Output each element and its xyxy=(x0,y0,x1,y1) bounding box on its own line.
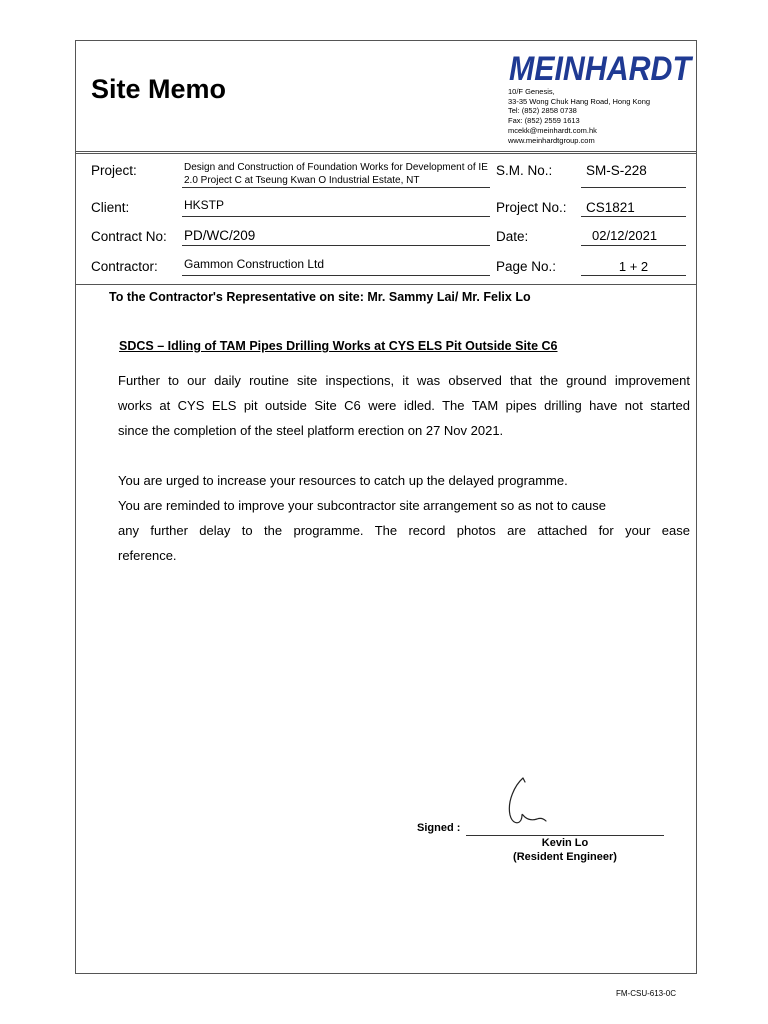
address-line: 10/F Genesis, xyxy=(508,87,555,96)
client-label: Client: xyxy=(91,200,130,215)
date-label: Date: xyxy=(496,229,529,244)
signature-line xyxy=(466,835,664,836)
date-underline xyxy=(581,245,686,246)
addressee-line: To the Contractor's Representative on site: Mr. Sammy Lai/ Mr. Felix Lo xyxy=(109,290,531,304)
project-value: Design and Construction of Foundation Works for Development of IE 2.0 Project C at Tseung Kwan O Industrial Estate, NT xyxy=(184,162,488,186)
client-underline xyxy=(182,216,490,217)
fax-line: Fax: (852) 2559 1613 xyxy=(508,116,580,126)
signer-name: Kevin Lo xyxy=(541,837,589,849)
paragraph-line: any further delay to the programme. The record photos are attached for your ease xyxy=(118,523,690,538)
company-address xyxy=(508,87,650,145)
paragraph-line: works at CYS ELS pit outside Site C6 were idled. The TAM pipes drilling have not started xyxy=(118,398,690,413)
signed-label: Signed : xyxy=(417,822,461,834)
logo-wordmark: MEINHARDT xyxy=(509,50,694,86)
paragraph-line: You are urged to increase your resources to catch up the delayed programme. xyxy=(118,473,568,488)
address-line: 33-35 Wong Chuk Hang Road, Hong Kong xyxy=(508,96,651,106)
phone-line: Tel: (852) 2858 0738 xyxy=(508,106,577,116)
page-title: Site Memo xyxy=(91,74,227,104)
paragraph-instructions xyxy=(118,468,690,568)
project-underline xyxy=(182,187,490,188)
form-code: FM-CSU-613-0C xyxy=(616,989,677,998)
company-logo xyxy=(508,46,694,91)
client-value: HKSTP xyxy=(184,198,225,212)
project-no-label: Project No.: xyxy=(496,200,567,215)
page-no-value: 1 + 2 xyxy=(618,259,649,274)
paragraph-line: You are reminded to improve your subcontractor site arrangement so as not to cause xyxy=(118,498,607,513)
project-info-block xyxy=(76,153,696,285)
email-link[interactable]: mcekk@meinhardt.com.hk xyxy=(508,125,597,135)
contractor-underline xyxy=(182,275,490,276)
website-link[interactable]: www.meinhardtgroup.com xyxy=(508,135,595,145)
page-no-underline xyxy=(581,275,686,276)
date-value: 02/12/2021 xyxy=(592,228,658,243)
paragraph-line: Further to our daily routine site inspections, it was observed that the ground improvement xyxy=(118,373,690,388)
handwritten-signature xyxy=(501,773,551,838)
paragraph-line: reference. xyxy=(118,548,177,563)
project-no-underline xyxy=(581,216,686,217)
contractor-value: Gammon Construction Ltd xyxy=(184,257,325,271)
project-no-value: CS1821 xyxy=(586,200,635,215)
paragraph-line: since the completion of the steel platform erection on 27 Nov 2021. xyxy=(118,423,504,438)
page-no-label: Page No.: xyxy=(496,259,557,274)
contract-no-value: PD/WC/209 xyxy=(184,228,256,243)
project-label: Project: xyxy=(91,163,137,178)
memo-subject: SDCS – Idling of TAM Pipes Drilling Works at CYS ELS Pit Outside Site C6 xyxy=(119,339,558,353)
sm-no-value: SM-S-228 xyxy=(586,163,647,178)
sm-no-underline xyxy=(581,187,686,188)
paragraph-inspection xyxy=(118,368,690,443)
contractor-label: Contractor: xyxy=(91,259,158,274)
sm-no-label: S.M. No.: xyxy=(496,163,553,178)
contract-no-label: Contract No: xyxy=(91,229,167,244)
contract-no-underline xyxy=(182,245,490,246)
signer-role: (Resident Engineer) xyxy=(513,851,617,863)
memo-header xyxy=(76,41,696,152)
memo-frame xyxy=(75,40,697,974)
